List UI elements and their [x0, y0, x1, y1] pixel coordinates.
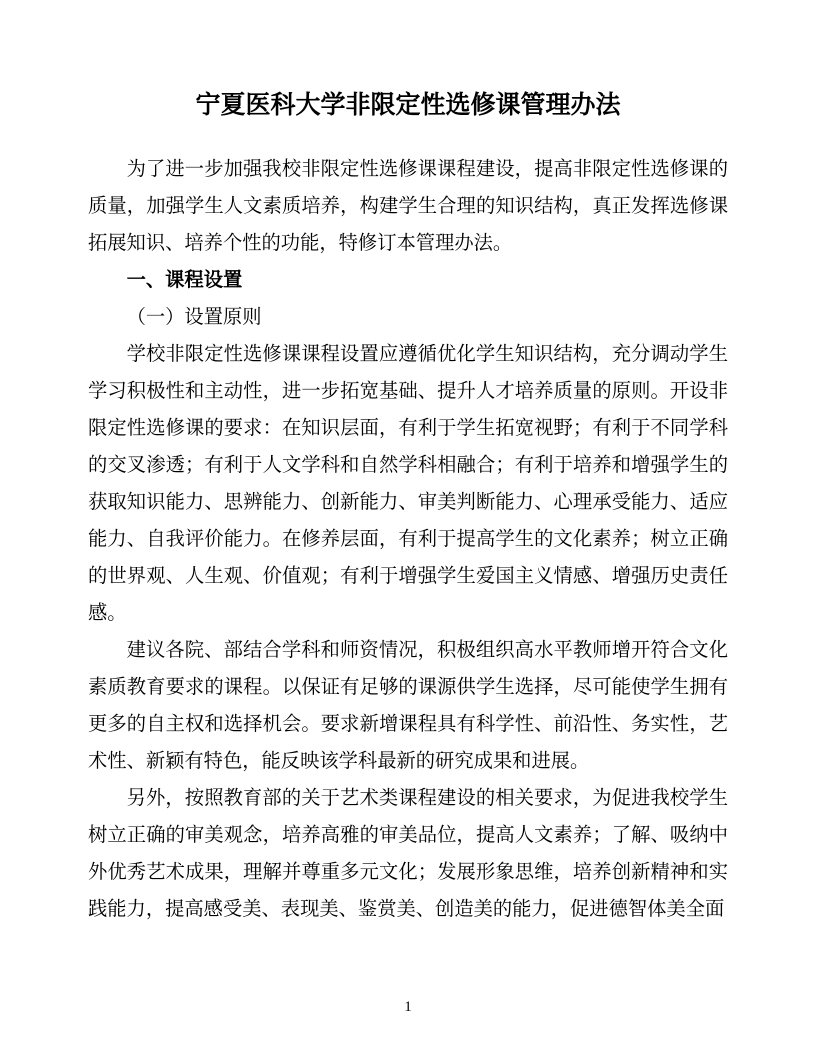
document-body	[88, 151, 728, 928]
page-footer	[0, 998, 816, 1016]
subsection-heading-setup-principles: （一）设置原则	[126, 307, 262, 328]
intro-paragraph: 为了进一步加强我校非限定性选修课课程建设，提高非限定性选修课的质量，加强学生人文素质培养，构建学生合理的知识结构，真正发挥选修课拓展知识、培养个性的功能，特修订本管理办法。	[88, 159, 728, 254]
document-title: 宁夏医科大学非限定性选修课管理办法	[195, 92, 621, 119]
page-number: 1	[404, 999, 412, 1015]
paragraph-setup-principles: 学校非限定性选修课课程设置应遵循优化学生知识结构，充分调动学生学习积极性和主动性，进一步拓宽基础、提升人才培养质量的原则。开设非限定性选修课的要求：在知识层面，有利于学生拓宽视野；有利于不同学科的交叉渗透；有利于人文学科和自然学科相融合；有利于培养和增强学生的获取知识能力、思辨能力、创新能力、审美判断能力、心理承受能力、适应能力、自我评价能力。在修养层面，有利于提高学生的文化素养；树立正确的世界观、人生观、价值观；有利于增强学生爱国主义情感、增强历史责任感。	[88, 344, 728, 624]
paragraph-art-courses: 另外，按照教育部的关于艺术类课程建设的相关要求，为促进我校学生树立正确的审美观念，培养高雅的审美品位，提高人文素养；了解、吸纳中外优秀艺术成果，理解并尊重多元文化；发展形象思维，培养创新精神和实践能力，提高感受美、表现美、鉴赏美、创造美的能力，促进德智体美全面	[88, 788, 728, 920]
section-heading-course-setup: 一、课程设置	[126, 270, 243, 291]
paragraph-course-suggestion: 建议各院、部结合学科和师资情况，积极组织高水平教师增开符合文化素质教育要求的课程。以保证有足够的课源供学生选择，尽可能使学生拥有更多的自主权和选择机会。要求新增课程具有科学性、前沿性、务实性，艺术性、新颖有特色，能反映该学科最新的研究成果和进展。	[88, 640, 728, 772]
